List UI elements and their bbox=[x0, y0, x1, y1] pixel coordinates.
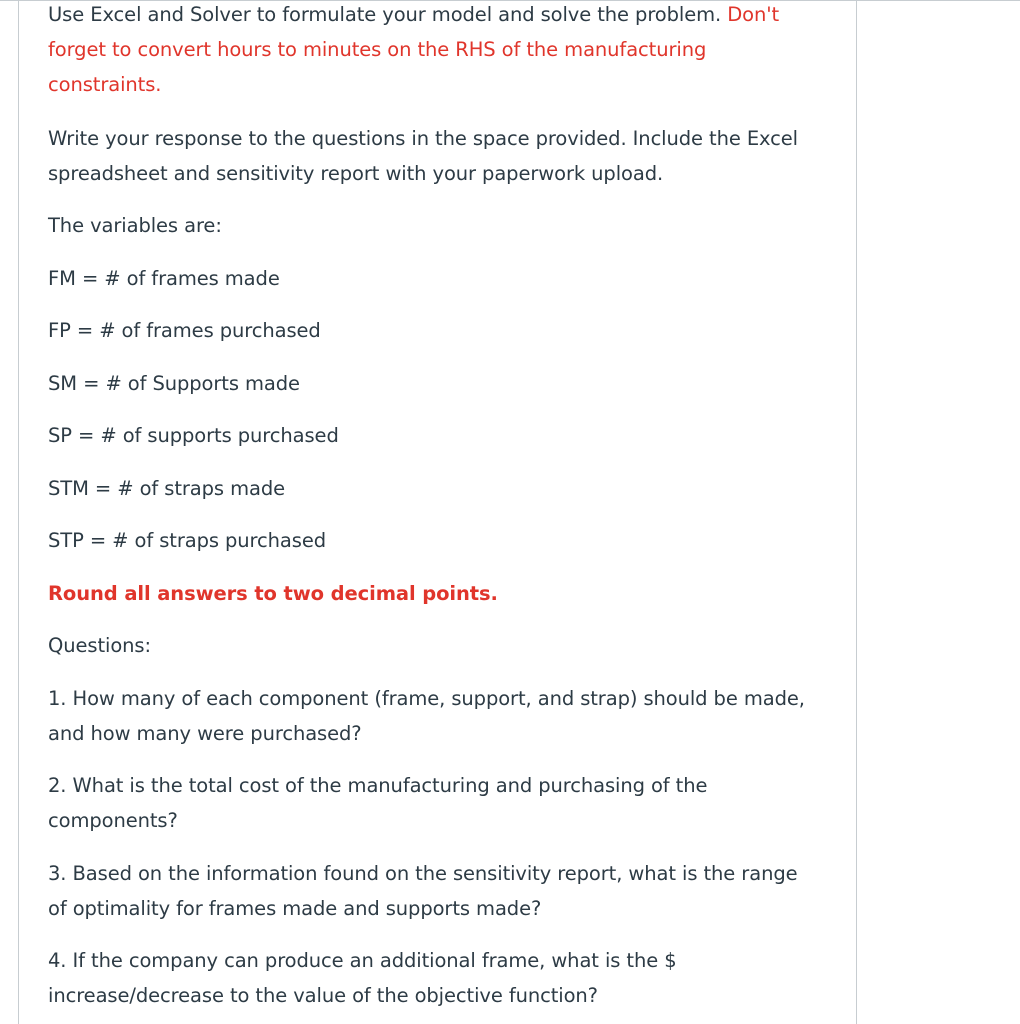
variable-stm: STM = # of straps made bbox=[48, 477, 286, 500]
variables-heading: The variables are: bbox=[48, 214, 222, 237]
intro-paragraph bbox=[48, 0, 818, 102]
question-3: 3. Based on the information found on the sensitivity report, what is the range of optimality for frames made and supports made? bbox=[48, 862, 798, 920]
question-4: 4. If the company can produce an additional frame, what is the $ increase/decrease to the value of the objective function? bbox=[48, 949, 677, 1007]
instructions-paragraph: Write your response to the questions in the space provided. Include the Excel spreadsheet and sensitivity report with your paperwork upload. bbox=[48, 127, 798, 185]
question-2: 2. What is the total cost of the manufacturing and purchasing of the components? bbox=[48, 774, 708, 832]
variable-fp: FP = # of frames purchased bbox=[48, 319, 321, 342]
rounding-note: Round all answers to two decimal points. bbox=[48, 582, 498, 605]
variable-stp: STP = # of straps purchased bbox=[48, 529, 327, 552]
intro-warning-text: Don't forget to convert hours to minutes on the RHS of the manufacturing constraints. bbox=[48, 3, 780, 96]
intro-text: Use Excel and Solver to formulate your model and solve the problem. bbox=[48, 3, 728, 26]
question-1: 1. How many of each component (frame, support, and strap) should be made, and how many were purchased? bbox=[48, 687, 805, 745]
questions-heading: Questions: bbox=[48, 634, 151, 657]
variable-sp: SP = # of supports purchased bbox=[48, 424, 339, 447]
variable-sm: SM = # of Supports made bbox=[48, 372, 300, 395]
variable-fm: FM = # of frames made bbox=[48, 267, 280, 290]
